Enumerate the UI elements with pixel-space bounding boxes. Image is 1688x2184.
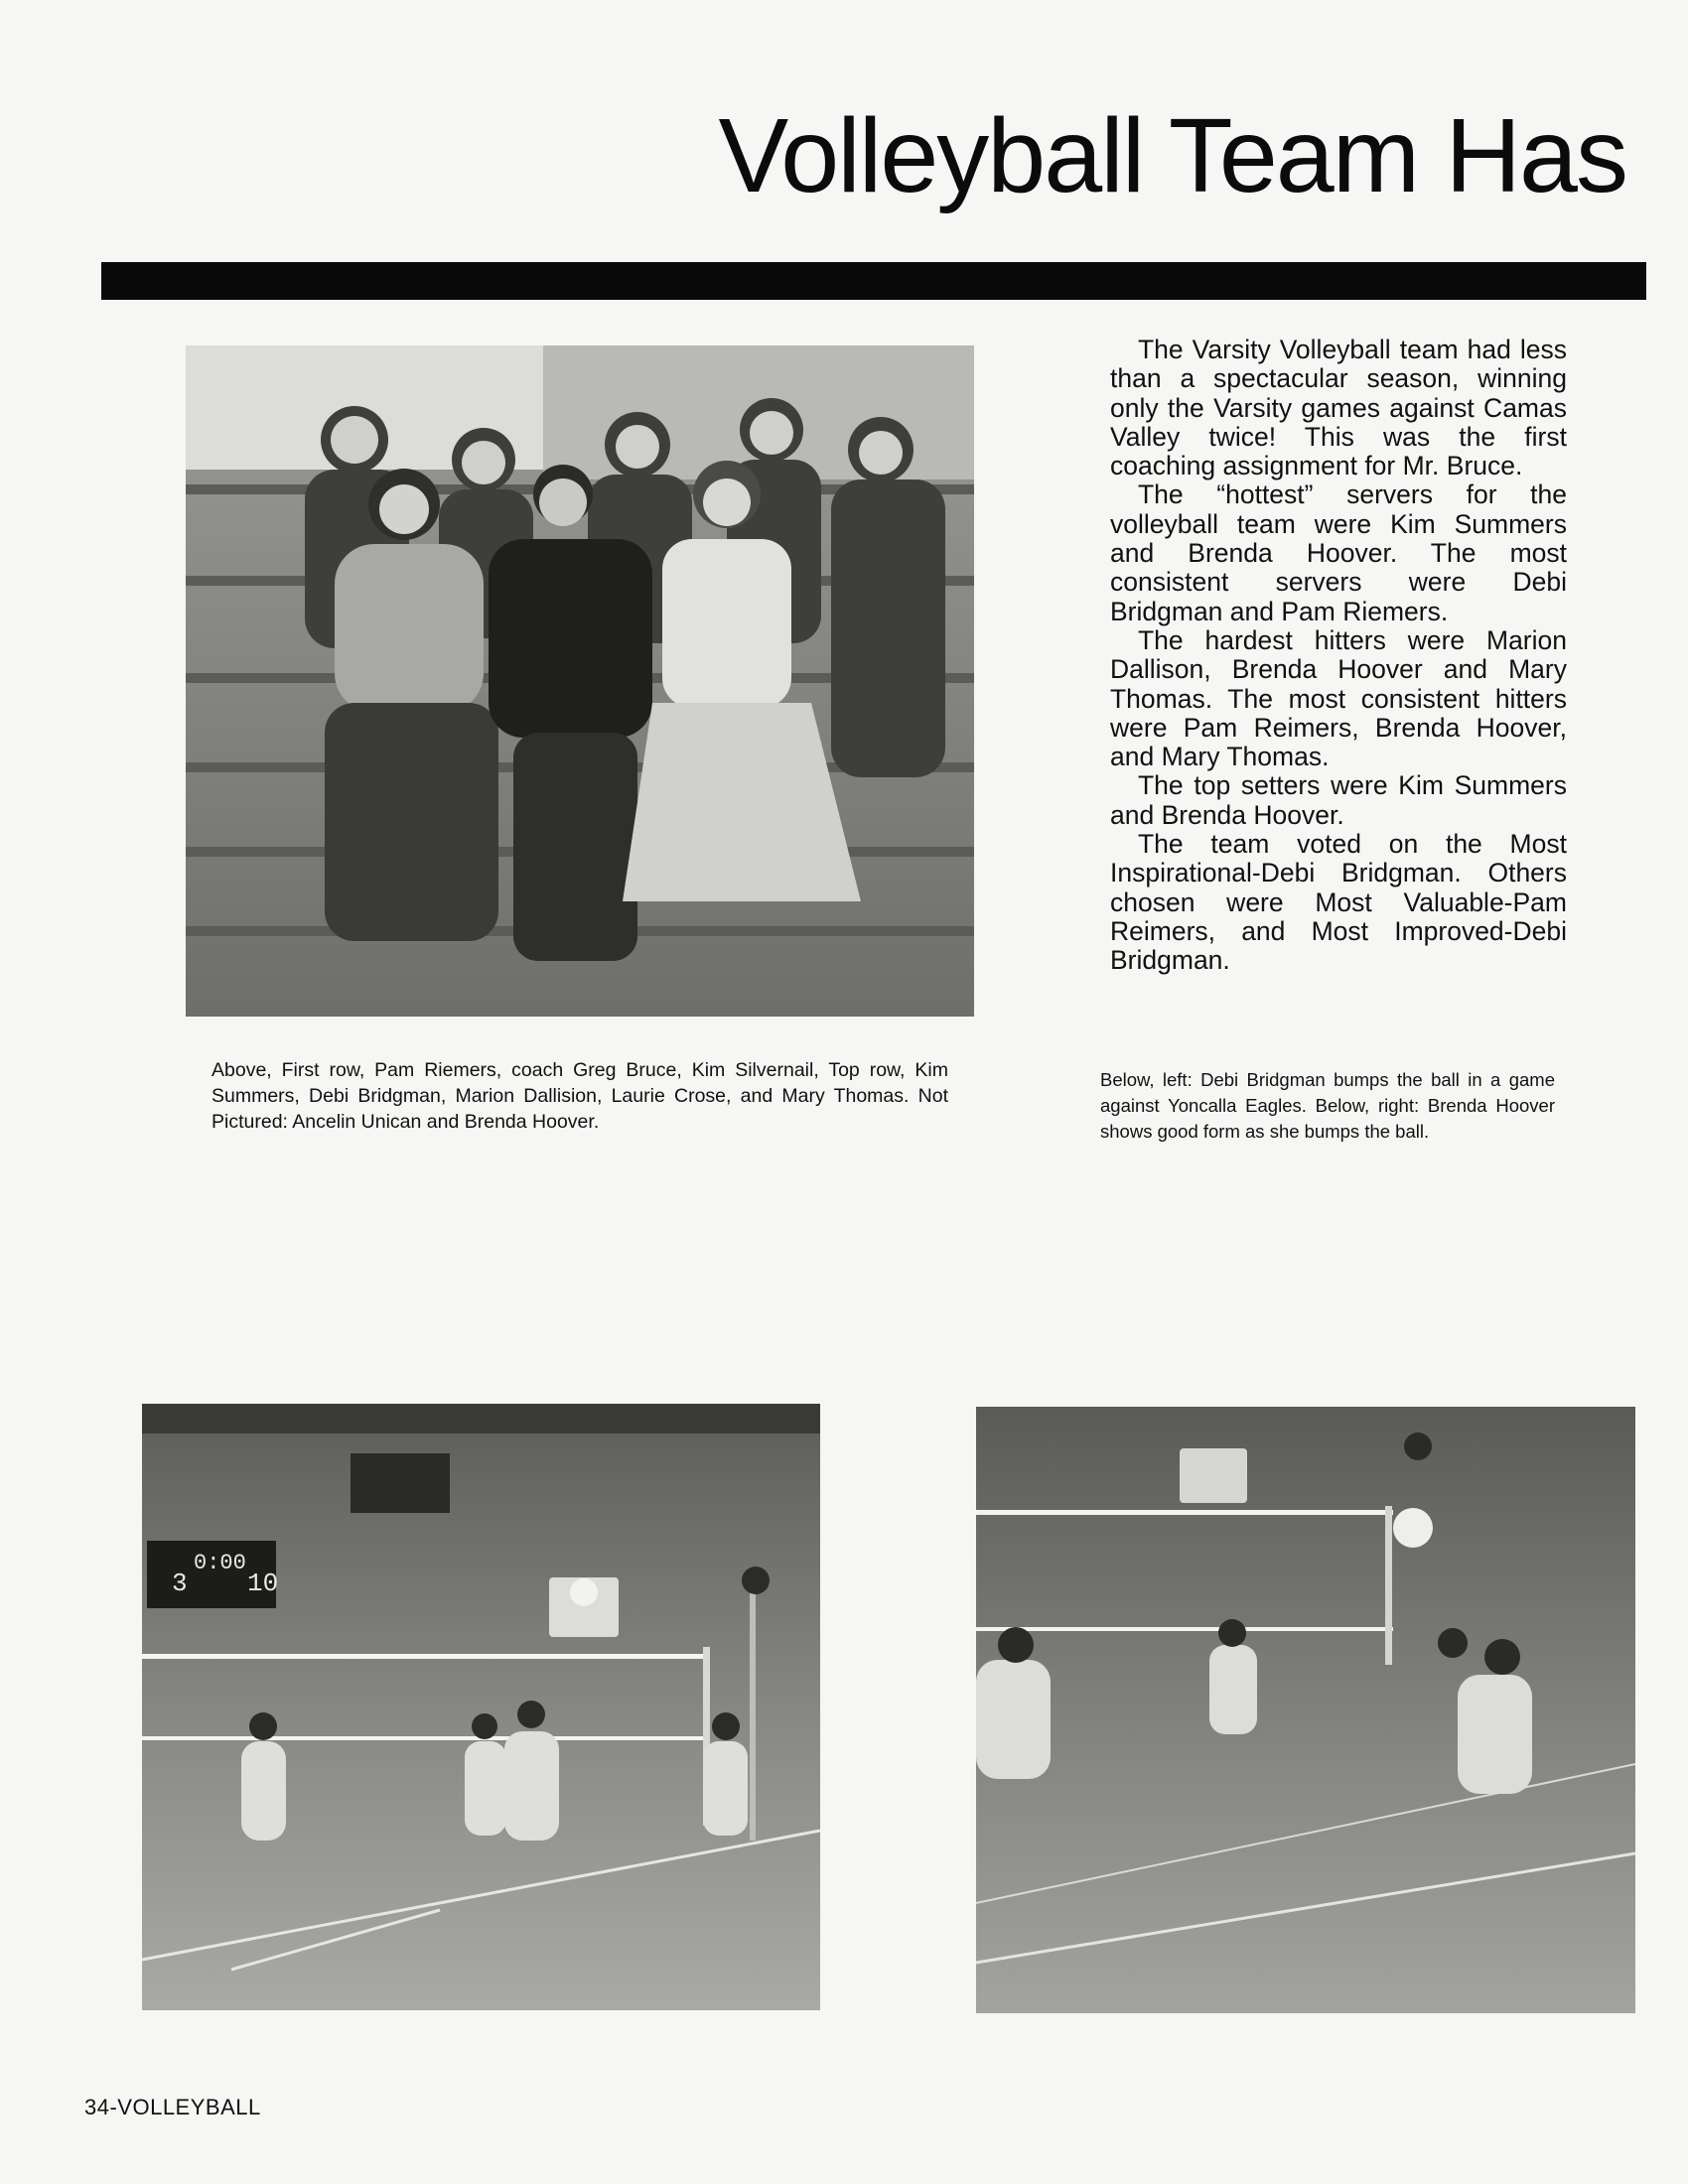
page-title: Volleyball Team Has	[718, 97, 1626, 214]
action-photo-right	[976, 1407, 1635, 2013]
score-home: 3	[172, 1569, 188, 1598]
score-clock: 0:00	[194, 1551, 246, 1575]
article-paragraph: The hardest hitters were Marion Dallison, Brenda Hoover and Mary Thomas. The most consistent hitters were Pam Reimers, Brenda Hoover, and Mary Thomas.	[1110, 624, 1567, 772]
article-paragraph: The Varsity Volleyball team had less than a spectacular season, winning only the Varsity games against Camas Valley twice! This was the first coaching assignment for Mr. Bruce.	[1110, 335, 1567, 481]
article-paragraph: The team voted on the Most Inspirational-Debi Bridgman. Others chosen were Most Valuable-Pam Reimers, and Most Improved-Debi Bridgman.	[1110, 829, 1567, 976]
team-photo-caption: Above, First row, Pam Riemers, coach Greg Bruce, Kim Silvernail, Top row, Kim Summers, Debi Bridgman, Marion Dallision, Laurie Crose, and Mary Thomas. Not Pictured: Ancelin Unican and Brenda Hoover.	[211, 1059, 948, 1133]
page-folio: 34-VOLLEYBALL	[84, 2095, 261, 2119]
article-paragraph: The top setters were Kim Summers and Brenda Hoover.	[1110, 770, 1567, 830]
article-body	[1110, 336, 1567, 976]
action-photos-caption: Below, left: Debi Bridgman bumps the ball in a game against Yoncalla Eagles. Below, right: Brenda Hoover shows good form as she bumps the ball.	[1100, 1069, 1555, 1142]
action-photo-left	[142, 1404, 820, 2010]
score-away: 10	[247, 1569, 279, 1598]
team-photo	[186, 345, 974, 1017]
article-paragraph: The “hottest” servers for the volleyball team were Kim Summers and Brenda Hoover. The most consistent servers were Debi Bridgman and Pam Riemers.	[1110, 479, 1567, 626]
title-rule	[101, 262, 1646, 300]
